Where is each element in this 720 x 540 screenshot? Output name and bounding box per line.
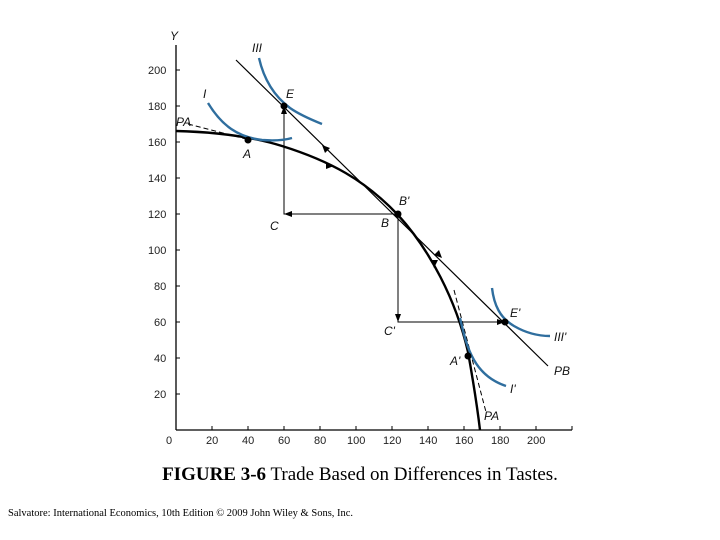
label-e-prime: E' <box>510 306 521 320</box>
label-curve-i-prime: I' <box>510 382 516 396</box>
arrow-down-to-c-prime <box>395 314 401 322</box>
label-b: B <box>381 216 390 230</box>
label-pa-top: PA <box>176 115 192 129</box>
y-tick-label: 160 <box>148 137 167 149</box>
y-tick-label: 80 <box>154 281 167 293</box>
source-credit: Salvatore: International Economics, 10th Edition © 2009 John Wiley & Sons, Inc. <box>8 508 354 519</box>
label-curve-i: I <box>203 87 207 101</box>
production-frontier <box>176 131 480 430</box>
y-tick-label: 140 <box>148 173 167 185</box>
arrow-along-pb-lower <box>434 250 442 258</box>
label-pa-bottom: PA <box>484 409 500 423</box>
y-tick-label: 120 <box>148 209 167 221</box>
point-a-prime <box>465 353 472 360</box>
point-e-prime <box>502 319 509 326</box>
x-tick-label: 20 <box>206 435 219 447</box>
label-a: A <box>243 147 252 161</box>
figure-caption <box>0 464 720 486</box>
label-a-prime: A' <box>450 354 461 368</box>
indifference-curve-iii-prime <box>492 288 550 336</box>
y-axis-label: Y <box>170 29 179 43</box>
y-tick-label: 40 <box>154 353 167 365</box>
x-tick-label: 140 <box>419 435 438 447</box>
y-tick-label: 20 <box>154 389 167 401</box>
label-curve-iii-prime: III' <box>554 330 567 344</box>
x-tick-label: 180 <box>491 435 510 447</box>
label-e: E <box>286 87 295 101</box>
x-tick-label: 100 <box>347 435 366 447</box>
x-tick-label: 200 <box>527 435 546 447</box>
trade-triangle-country2 <box>398 214 505 322</box>
y-tick-label: 200 <box>148 65 167 77</box>
figure-title: Trade Based on Differences in Tastes. <box>266 464 558 485</box>
arrow-left-to-c <box>284 211 292 217</box>
label-c: C <box>270 219 279 233</box>
x-tick-label: 80 <box>314 435 327 447</box>
label-c-prime: C' <box>384 324 395 338</box>
label-curve-iii: III <box>252 41 263 55</box>
arrow-along-ppf-upper <box>326 162 334 169</box>
y-tick-label: 100 <box>148 245 167 257</box>
x-tick-label: 40 <box>242 435 255 447</box>
x-tick-label: 0 <box>166 435 173 447</box>
point-b <box>395 211 402 218</box>
label-pb: PB <box>554 364 571 378</box>
label-b-prime: B' <box>399 194 410 208</box>
x-tick-label: 60 <box>278 435 291 447</box>
figure-number: FIGURE 3-6 <box>162 464 267 485</box>
y-tick-label: 60 <box>154 317 167 329</box>
point-e <box>281 103 288 110</box>
point-a <box>245 137 252 144</box>
y-tick-label: 180 <box>148 101 167 113</box>
x-tick-label: 160 <box>455 435 474 447</box>
x-tick-label: 120 <box>383 435 402 447</box>
